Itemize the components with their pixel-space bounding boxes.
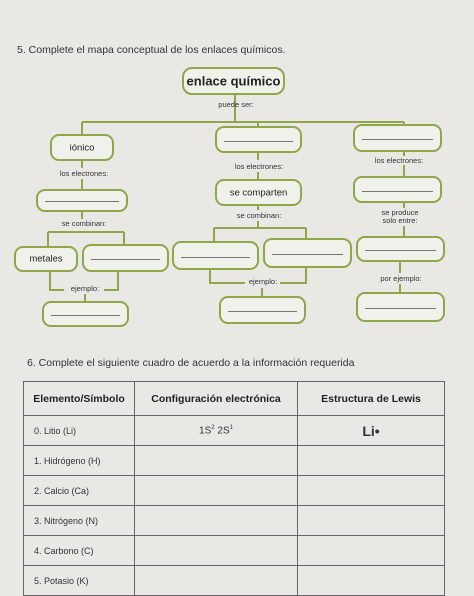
- metales-box: [14, 246, 78, 272]
- element-cell: 2. Calcio (Ca): [24, 476, 135, 506]
- covalent-se-combinan-label: se combinan:: [236, 211, 282, 220]
- lewis-cell[interactable]: [298, 476, 445, 506]
- ionico-label: iónico: [69, 142, 95, 153]
- lewis-cell[interactable]: [298, 566, 445, 596]
- lewis-cell[interactable]: Li•: [298, 416, 445, 446]
- header-element: Elemento/Símbolo: [24, 382, 135, 416]
- covalent-combine-answer-box-2[interactable]: [263, 238, 352, 268]
- table-row: [24, 476, 445, 506]
- se-produce-label: se produce: [381, 208, 419, 217]
- solo-entre-label: solo entre:: [382, 216, 418, 225]
- config-base-2: 2S: [214, 425, 230, 437]
- metallic-example-answer-box[interactable]: [356, 292, 445, 322]
- config-cell[interactable]: [135, 536, 298, 566]
- metallic-answer-box[interactable]: [353, 124, 442, 152]
- header-lewis: Estructura de Lewis: [298, 382, 445, 416]
- config-sup-2: 1: [229, 424, 233, 431]
- ionic-se-combinan-label: se combinan:: [61, 219, 107, 228]
- config-cell[interactable]: [135, 566, 298, 596]
- lewis-table: [23, 381, 445, 596]
- config-cell[interactable]: [135, 506, 298, 536]
- por-ejemplo-label: por ejemplo:: [380, 274, 422, 283]
- ionic-electrons-label: los electrones:: [59, 169, 109, 178]
- se-comparten-box: [215, 179, 302, 206]
- covalent-example-answer-box[interactable]: [219, 296, 306, 324]
- metallic-electrons-answer-box[interactable]: [353, 176, 442, 203]
- table-row: [24, 566, 445, 596]
- config-cell[interactable]: [135, 446, 298, 476]
- question-5-title: 5. Complete el mapa conceptual de los enlaces químicos.: [17, 44, 286, 56]
- header-config: Configuración electrónica: [135, 382, 298, 416]
- root-concept-label: enlace químico: [186, 73, 281, 89]
- element-cell: 3. Nitrógeno (N): [24, 506, 135, 536]
- root-concept-box: [182, 67, 285, 95]
- element-cell: 1. Hidrógeno (H): [24, 446, 135, 476]
- table-row: [24, 446, 445, 476]
- element-cell: 5. Potasio (K): [24, 566, 135, 596]
- lewis-cell[interactable]: [298, 506, 445, 536]
- metales-label: metales: [29, 253, 63, 265]
- table-row: [24, 536, 445, 566]
- puede-ser-label: puede ser:: [218, 100, 254, 109]
- covalent-combine-answer-box-1[interactable]: [172, 241, 259, 270]
- covalent-ejemplo-label: ejemplo:: [248, 277, 278, 286]
- ionic-electrons-answer-box[interactable]: [36, 189, 128, 212]
- table-row: [24, 416, 445, 446]
- ionic-ejemplo-label: ejemplo:: [70, 284, 100, 293]
- element-cell: 0. Litio (Li): [24, 416, 135, 446]
- ionic-example-answer-box[interactable]: [42, 301, 129, 327]
- config-cell[interactable]: [135, 416, 298, 446]
- question-6-title: 6. Complete el siguiente cuadro de acuerdo a la información requerida: [27, 357, 355, 369]
- table-row: [24, 506, 445, 536]
- se-comparten-label: se comparten: [229, 187, 288, 198]
- ionic-combine-answer-box[interactable]: [82, 244, 169, 272]
- element-cell: 4. Carbono (C): [24, 536, 135, 566]
- ionico-box: [50, 134, 114, 161]
- config-base-1: 1S: [199, 425, 212, 437]
- table-header-row: [24, 382, 445, 416]
- metallic-electrons-label: los electrones:: [374, 156, 424, 165]
- config-cell[interactable]: [135, 476, 298, 506]
- covalent-answer-box[interactable]: [215, 126, 302, 153]
- metallic-between-answer-box[interactable]: [356, 236, 445, 262]
- lewis-cell[interactable]: [298, 536, 445, 566]
- lewis-cell[interactable]: [298, 446, 445, 476]
- config-sup-1: 2: [211, 424, 215, 431]
- covalent-electrons-label: los electrones:: [234, 162, 284, 171]
